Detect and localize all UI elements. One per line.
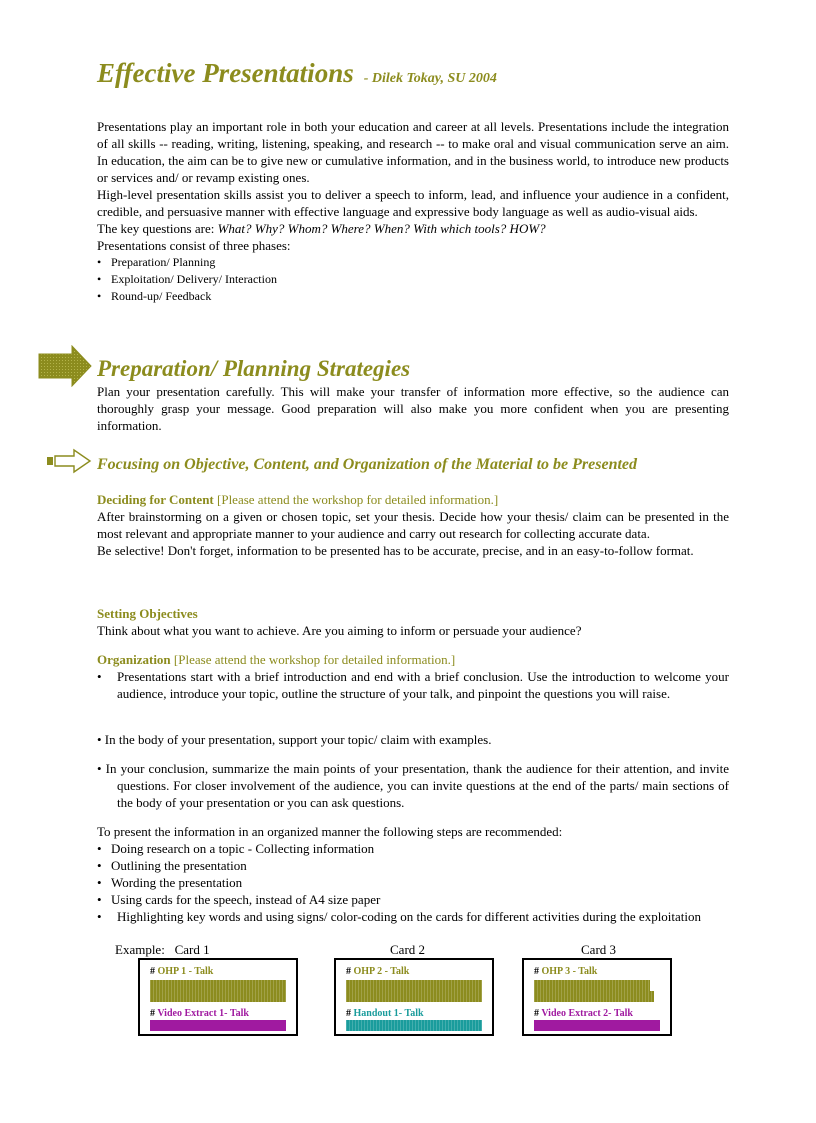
card-1-bottom-label (150, 1008, 249, 1020)
arrow-right-icon (38, 345, 92, 387)
example-card-2 (334, 958, 494, 1036)
objectives-title: Setting Objectives (97, 606, 198, 621)
section-preparation-text (97, 383, 729, 434)
steps-section (97, 823, 729, 925)
intro-paragraph-2: High-level presentation skills assist you to deliver a speech to inform, lead, and influence your audience in a confident, credible, and persuasive manner with effective language and expressive body language as well as audio-visual aids. (97, 187, 729, 219)
card-3-bottom-text: Video Extract 2- Talk (541, 1008, 633, 1019)
highlight-bar (534, 980, 650, 991)
preparation-paragraph: Plan your presentation carefully. This will make your transfer of information more effective, so the audience can thoroughly grasp your message. Good preparation will also make you more confident when you are presenting information. (97, 384, 729, 433)
card-1-top-text: OHP 1 - Talk (157, 966, 214, 977)
list-item: • Round-up/ Feedback (97, 288, 729, 305)
organization-point-2: • In the body of your presentation, support your topic/ claim with examples. (97, 732, 492, 747)
intro-section (97, 118, 729, 305)
card-1-top-label (150, 966, 213, 978)
objectives-text: Think about what you want to achieve. Are you aiming to inform or persuade your audience? (97, 623, 582, 638)
card-3-label: Card 3 (581, 942, 617, 957)
organization-list-1 (97, 668, 729, 702)
organization-title: Organization (97, 652, 171, 667)
hash-mark: # (346, 966, 354, 977)
hash-mark: # (150, 1008, 158, 1019)
highlight-bar (534, 1020, 660, 1031)
highlight-bar (534, 991, 654, 1002)
list-item: • Outlining the presentation (97, 857, 729, 874)
example-label: Example: Card 1 (115, 942, 210, 957)
highlight-bar (346, 991, 482, 1002)
content-subsection (97, 491, 729, 559)
content-paragraph-2: Be selective! Don't forget, information to be presented has to be accurate, precise, and in an easy-to-follow format. (97, 543, 694, 558)
card-2-bottom-text: Handout 1- Talk (353, 1008, 424, 1019)
organization-title-line (97, 651, 729, 668)
card-3-top-label (534, 966, 597, 978)
card-2-label: Card 2 (390, 942, 426, 957)
card-1-bottom-text: Video Extract 1- Talk (157, 1008, 249, 1019)
hash-mark: # (534, 966, 542, 977)
organization-body-point (97, 731, 729, 748)
key-questions-list: What? Why? Whom? Where? When? With which tools? HOW? (217, 221, 546, 236)
content-title: Deciding for Content (97, 492, 214, 507)
list-item: • Highlighting key words and using signs/ color-coding on the cards for different activities during the exploitation (97, 908, 729, 925)
organization-conclusion-point (97, 760, 729, 811)
organization-point-3: • In your conclusion, summarize the main points of your presentation, thank the audience for their attention, and invite questions. For closer involvement of the audience, you can invite questions at the end of the parts/ main sections of the body of your presentation or you can ask questions. (97, 761, 729, 810)
phases-intro: Presentations consist of three phases: (97, 238, 291, 253)
author-line: - Dilek Tokay, SU 2004 (363, 71, 497, 86)
card-2-bottom-label (346, 1008, 424, 1020)
section-heading-focusing: Focusing on Objective, Content, and Organization of the Material to be Presented (97, 456, 638, 473)
card-3-bottom-label (534, 1008, 633, 1020)
hash-mark: # (534, 1008, 542, 1019)
list-item: • Exploitation/ Delivery/ Interaction (97, 271, 729, 288)
list-item: • Wording the presentation (97, 874, 729, 891)
steps-intro: To present the information in an organized manner the following steps are recommended: (97, 824, 563, 839)
phases-list (97, 254, 729, 305)
intro-paragraph-1: Presentations play an important role in both your education and career at all levels. Presentations include the integration of all skills -- reading, writing, listening, speaking, and research -- to make oral and visual communication serve an aim. In education, the aim can be to give new or cumulative information, and in the business world, to introduce new products or services and/ or revamp existing ones. (97, 119, 729, 185)
content-note: [Please attend the workshop for detailed information.] (213, 492, 499, 507)
list-item: • Doing research on a topic - Collecting information (97, 840, 729, 857)
outline-arrow-icon (46, 448, 92, 474)
highlight-bar (150, 1020, 286, 1031)
page-title (97, 56, 497, 96)
example-card-3 (522, 958, 672, 1036)
section-heading-preparation: Preparation/ Planning Strategies (97, 356, 411, 381)
organization-note: [Please attend the workshop for detailed information.] (170, 652, 456, 667)
highlight-bar (346, 1020, 482, 1031)
card-3-top-text: OHP 3 - Talk (541, 966, 598, 977)
key-questions-prefix: The key questions are: (97, 221, 218, 236)
highlight-bar (346, 980, 482, 991)
card-2-top-text: OHP 2 - Talk (353, 966, 410, 977)
list-item: • Presentations start with a brief introduction and end with a brief conclusion. Use the introduction to welcome your audience, introduce your topic, outline the structure of your talk, and pinpoint the questions you will raise. (97, 668, 729, 702)
list-item: • Preparation/ Planning (97, 254, 729, 271)
organization-subsection (97, 651, 729, 702)
objectives-subsection (97, 605, 729, 639)
title-text: Effective Presentations (97, 58, 354, 88)
highlight-bar (150, 980, 286, 991)
hash-mark: # (346, 1008, 354, 1019)
list-item: • Using cards for the speech, instead of A4 size paper (97, 891, 729, 908)
steps-list (97, 840, 729, 925)
key-questions (97, 220, 729, 237)
content-title-line (97, 491, 729, 508)
content-paragraph-1: After brainstorming on a given or chosen topic, set your thesis. Decide how your thesis/ claim can be presented in the most relevant and appropriate manner to your audience and carry out research for collecting accurate data. (97, 509, 729, 541)
hash-mark: # (150, 966, 158, 977)
card-2-top-label (346, 966, 409, 978)
example-card-1 (138, 958, 298, 1036)
highlight-bar (150, 991, 286, 1002)
